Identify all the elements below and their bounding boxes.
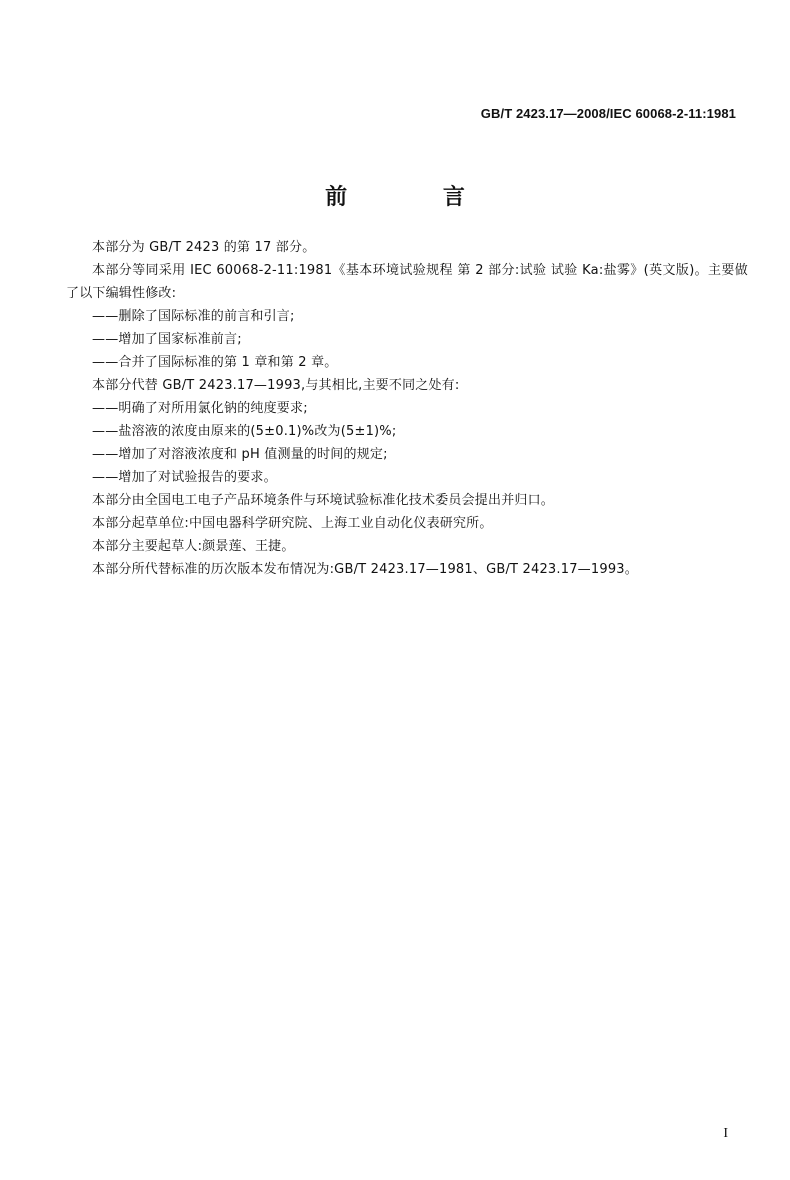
list-item-difference: ——增加了对溶液浓度和 pH 值测量的时间的规定; — [92, 447, 388, 462]
list-item-difference: ——盐溶液的浓度由原来的(5±0.1)%改为(5±1)%; — [92, 424, 397, 439]
paragraph-replacement: 本部分代替 GB/T 2423.17—1993,与其相比,主要不同之处有: — [92, 378, 460, 393]
paragraph-adoption: 本部分等同采用 IEC 60068-2-11:1981《基本环境试验规程 第 2 部分:试验 试验 Ka:盐雾》(英文版)。主要做了以下编辑性修改: — [66, 263, 748, 301]
page-title: 前 言 — [325, 185, 509, 210]
list-item-editorial-change: ——增加了国家标准前言; — [92, 332, 242, 347]
foreword-body — [66, 236, 748, 581]
list-item-editorial-change: ——合并了国际标准的第 1 章和第 2 章。 — [92, 355, 338, 370]
list-item-difference: ——增加了对试验报告的要求。 — [92, 470, 277, 485]
paragraph-drafting-units: 本部分起草单位:中国电器科学研究院、上海工业自动化仪表研究所。 — [92, 516, 493, 531]
page-number: I — [723, 1126, 728, 1141]
paragraph-committee: 本部分由全国电工电子产品环境条件与环境试验标准化技术委员会提出并归口。 — [92, 493, 555, 508]
standard-code: GB/T 2423.17—2008/IEC 60068-2-11:1981 — [480, 106, 736, 121]
paragraph-drafters: 本部分主要起草人:颜景莲、王捷。 — [92, 539, 295, 554]
paragraph-history: 本部分所代替标准的历次版本发布情况为:GB/T 2423.17—1981、GB/T 2423.17—1993。 — [92, 562, 638, 577]
list-item-editorial-change: ——删除了国际标准的前言和引言; — [92, 309, 295, 324]
list-item-difference: ——明确了对所用氯化钠的纯度要求; — [92, 401, 308, 416]
paragraph-part-statement: 本部分为 GB/T 2423 的第 17 部分。 — [92, 240, 316, 255]
